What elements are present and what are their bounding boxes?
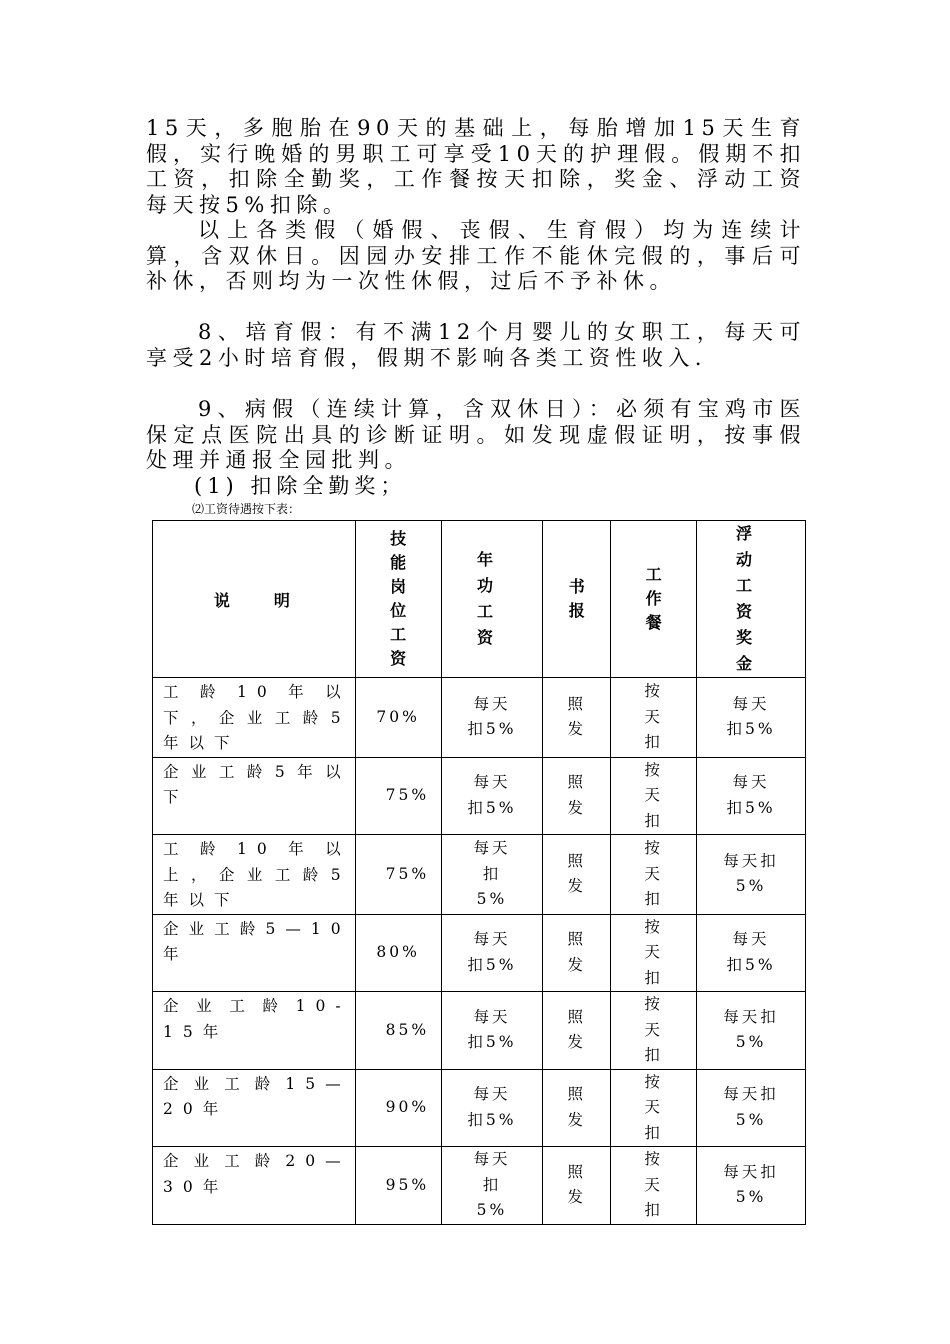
paragraph-maternity-leave: 15天，多胞胎在90天的基础上，每胎增加15天生育假，实行晚婚的男职工可享受10天的护理假。假期不扣工资，扣除全勤奖，工作餐按天扣除，奖金、浮动工资每天按5%扣除。	[146, 116, 806, 217]
row-seniority-wage: 每天扣5%	[441, 757, 543, 835]
table-row	[153, 1147, 806, 1225]
row-description: 企业工龄10-15年	[153, 992, 356, 1070]
table-caption: ⑵工资待遇按下表：	[192, 502, 301, 516]
row-floating-bonus: 每天扣5%	[697, 757, 806, 835]
salary-treatment-table	[152, 520, 806, 1225]
row-meal: 按天扣	[611, 1069, 697, 1147]
row-floating-bonus: 每天扣5%	[697, 914, 806, 992]
header-seniority-wage: 年功工资	[441, 521, 543, 678]
row-seniority-wage: 每天扣5%	[441, 1069, 543, 1147]
header-meal: 工作餐	[611, 521, 697, 678]
row-skill-wage: 95%	[355, 1147, 441, 1225]
row-meal: 按天扣	[611, 835, 697, 915]
header-description: 说 明	[153, 521, 356, 678]
row-skill-wage: 70%	[355, 678, 441, 758]
row-newspaper: 照发	[543, 757, 611, 835]
row-description: 企业工龄5年以下	[153, 757, 356, 835]
row-newspaper: 照发	[543, 992, 611, 1070]
row-newspaper: 照发	[543, 1069, 611, 1147]
table-row	[153, 1069, 806, 1147]
header-floating-bonus: 浮动工资奖金	[697, 521, 806, 678]
row-skill-wage: 80%	[355, 914, 441, 992]
table-header-row	[153, 521, 806, 678]
row-seniority-wage: 每天扣5%	[441, 992, 543, 1070]
row-skill-wage: 85%	[355, 992, 441, 1070]
row-newspaper: 照发	[543, 1147, 611, 1225]
row-meal: 按天扣	[611, 914, 697, 992]
row-newspaper: 照发	[543, 835, 611, 915]
row-seniority-wage: 每天扣5%	[441, 914, 543, 992]
row-skill-wage: 75%	[355, 757, 441, 835]
row-skill-wage: 75%	[355, 835, 441, 915]
row-floating-bonus: 每天扣5%	[697, 1069, 806, 1147]
row-meal: 按天扣	[611, 992, 697, 1070]
table-row	[153, 678, 806, 758]
row-meal: 按天扣	[611, 1147, 697, 1225]
header-skill-wage: 技能岗位工资	[355, 521, 441, 678]
row-description: 企业工龄15—20年	[153, 1069, 356, 1147]
table-row	[153, 914, 806, 992]
sick-leave-item-1: (1) 扣除全勤奖；	[194, 474, 407, 498]
row-newspaper: 照发	[543, 678, 611, 758]
row-meal: 按天扣	[611, 757, 697, 835]
table-row	[153, 835, 806, 915]
row-seniority-wage: 每天扣5%	[441, 835, 543, 915]
row-meal: 按天扣	[611, 678, 697, 758]
row-floating-bonus: 每天扣5%	[697, 992, 806, 1070]
header-newspaper: 书报	[543, 521, 611, 678]
row-floating-bonus: 每天扣5%	[697, 678, 806, 758]
row-skill-wage: 90%	[355, 1069, 441, 1147]
row-description: 工龄10年以下，企业工龄5年以下	[153, 678, 356, 758]
row-description: 企业工龄20—30年	[153, 1147, 356, 1225]
paragraph-leave-calculation: 以上各类假（婚假、丧假、生育假）均为连续计算，含双休日。因园办安排工作不能休完假的，事后可补休，否则均为一次性休假，过后不予补休。	[146, 218, 806, 293]
row-seniority-wage: 每天扣5%	[441, 678, 543, 758]
table-row	[153, 992, 806, 1070]
row-floating-bonus: 每天扣5%	[697, 835, 806, 915]
row-floating-bonus: 每天扣5%	[697, 1147, 806, 1225]
row-newspaper: 照发	[543, 914, 611, 992]
paragraph-sick-leave: 9、病假（连续计算，含双休日）：必须有宝鸡市医保定点医院出具的诊断证明。如发现虚假证明，按事假处理并通报全园批判。	[146, 397, 806, 472]
table-row	[153, 757, 806, 835]
paragraph-nursing-leave: 8、培育假：有不满12个月婴儿的女职工，每天可享受2小时培育假，假期不影响各类工资性收入．	[146, 320, 806, 370]
row-description: 企业工龄5—10年	[153, 914, 356, 992]
row-seniority-wage: 每天扣5%	[441, 1147, 543, 1225]
row-description: 工龄10年以上，企业工龄5年以下	[153, 835, 356, 915]
